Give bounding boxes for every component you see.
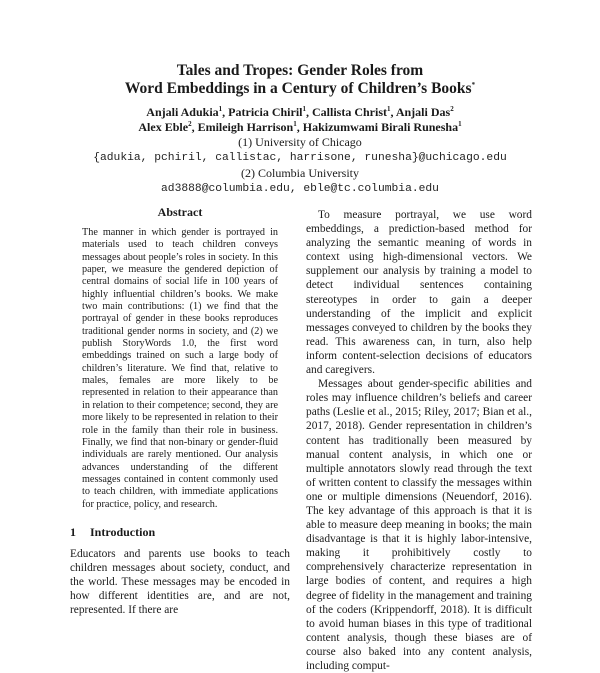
title-line-2-text: Word Embeddings in a Century of Children’s Books — [124, 80, 472, 97]
email-line-1: {adukia, pchiril, callistac, harrisone, runesha}@uchicago.edu — [93, 152, 507, 164]
title-footnote-mark: * — [471, 80, 476, 89]
author-name: Emileigh Harrison — [197, 120, 294, 134]
author-line-1: Anjali Adukia$^1$, Patricia Chiril$^1$, Callista Christ$^1$, Anjali Das$^2$ — [146, 105, 454, 119]
introduction-paragraph: Educators and parents use books to teach children messages about society, conduct, and the world. These messages may be encoded in how different identities are, and are not, represented. If there are — [70, 547, 290, 617]
left-column — [70, 205, 290, 617]
abstract-text: The manner in which gender is portrayed in materials used to teach children conveys messages about people’s roles in society. In this paper, we measure the gendered depiction of central domains of social life in 100 years of highly influential children’s books. We make two main contributions: (1) we find that the portrayal of gender in these books reproduces traditional gender norms in society, and (2) we publish StoryWords 1.0, the first word embeddings trained on such a large body of children’s literature. We find that, relative to males, females are more likely to be represented in relation to their appearance than in relation to their competence; second, they are more likely to be represented in relation to their role in the family than their role in business. Finally, we find that non-binary or gender-fluid individuals are rarely mentioned. Our analysis advances understanding of the different messages contained in content commonly used to teach children, with immediate applications for practice, policy, and research. — [82, 227, 278, 510]
author-name: Anjali Adukia — [146, 105, 219, 119]
author-affiliation-mark: 1 — [218, 105, 223, 113]
section-number: 1 — [70, 524, 76, 539]
body-paragraph-2: Messages about gender-specific abilities and roles may influence children’s beliefs and career paths (Leslie et al., 2015; Riley, 2017; Bian et al., 2017, 2018). Gender representation in children’s content has traditionally been measured by manual content analysis, in which one or multiple annotators slowly read through the text of written content to classify the messages within one or multiple dimensions (Neuendorf, 2016). The key advantage of this approach is that it is able to measure deep meaning in books; the main disadvantage is that it is highly labor-intensive, making it prohibitively costly to comprehensively characterize representation in large bodies of content, and requires a high degree of fidelity in the management and training of the coders (Krippendorff, 2018). It is difficult to avoid human biases in this type of traditional content analysis, though these biases are of course also baked into any content analysis, including comput- — [306, 378, 532, 672]
section-heading-introduction — [70, 525, 290, 539]
author-line-2: Alex Eble$^2$, Emileigh Harrison$^1$, Hakizumwami Birali Runesha$^1$ — [138, 120, 462, 134]
author-name: Hakizumwami Birali Runesha — [302, 120, 459, 134]
author-affiliation-mark: 2 — [188, 120, 192, 128]
header-block — [0, 62, 600, 197]
section-title: Introduction — [90, 524, 156, 539]
author-list — [0, 105, 600, 135]
email-line-2: ad3888@columbia.edu, eble@tc.columbia.edu — [161, 183, 439, 195]
affiliation-2: (2) Columbia University — [241, 166, 359, 180]
author-affiliation-mark: 1 — [293, 120, 297, 128]
author-name: Patricia Chiril — [228, 105, 303, 119]
abstract-heading: Abstract — [157, 205, 203, 219]
title-line-1: Tales and Tropes: Gender Roles from — [176, 62, 424, 79]
author-name: Alex Eble — [138, 120, 189, 134]
author-affiliation-mark: 1 — [458, 120, 462, 128]
body-paragraph-1: To measure portrayal, we use word embeddings, a prediction-based method for analyzing the semantic meaning of words in context using high-dimensional vectors. We supplement our analysis by training a model to detect individual sentences containing stereotypes in order to gain a deeper understanding of the implicit and explicit messages conveyed to children by the books they read. This awareness can, in turn, also help inform content-selection decisions of educators and caregivers. — [306, 209, 532, 377]
author-affiliation-mark: 2 — [450, 105, 454, 113]
author-name: Anjali Das — [395, 105, 451, 119]
author-affiliation-mark: 1 — [387, 105, 391, 113]
author-affiliation-mark: 1 — [302, 105, 306, 113]
author-name: Callista Christ — [312, 105, 387, 119]
paper-title — [0, 62, 600, 98]
title-line-2 — [0, 80, 600, 98]
right-column — [306, 208, 532, 673]
affiliation-1: (1) University of Chicago — [238, 135, 362, 149]
